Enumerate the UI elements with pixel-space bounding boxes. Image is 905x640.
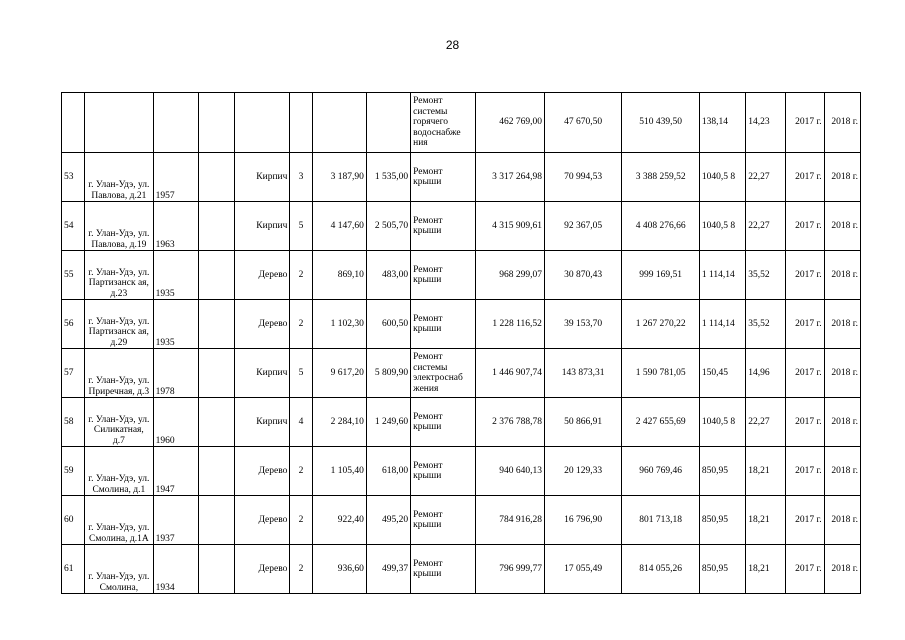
- total-area-cell: 9 617,20: [312, 349, 366, 398]
- rate-cell: 18,21: [746, 496, 786, 545]
- empty-cell: [198, 202, 234, 251]
- work-type-cell: Ремонт системы электроснаб жения: [411, 349, 475, 398]
- repair-register-table: [61, 92, 861, 594]
- year-to-cell: 2018 г.: [824, 496, 860, 545]
- year-to-cell: 2018 г.: [824, 545, 860, 594]
- owners-cost-cell: 4 408 276,66: [622, 202, 699, 251]
- fund-cost-cell: 50 866,91: [544, 398, 621, 447]
- address-cell: г. Улан-Удэ, ул. Смолина, д.1А: [85, 496, 153, 545]
- repair-cost-cell: 2 376 788,78: [475, 398, 544, 447]
- address-cell: г. Улан-Удэ, ул. Павлова, д.19: [85, 202, 153, 251]
- row-number: 55: [62, 251, 85, 300]
- table-row: [62, 93, 861, 153]
- rate-cell: 18,21: [746, 545, 786, 594]
- owners-cost-cell: 2 427 655,69: [622, 398, 699, 447]
- year-built-cell: 1957: [153, 153, 198, 202]
- repair-cost-cell: 968 299,07: [475, 251, 544, 300]
- unit-cost-cell: 850,95: [699, 545, 745, 594]
- rate-cell: 22,27: [746, 398, 786, 447]
- floors-cell: 2: [290, 300, 312, 349]
- address-cell: г. Улан-Удэ, ул. Партизанск ая, д.29: [85, 300, 153, 349]
- floors-cell: 2: [290, 251, 312, 300]
- work-type-cell: Ремонт системы горячего водоснабже ния: [411, 93, 475, 153]
- work-type-cell: Ремонт крыши: [411, 447, 475, 496]
- work-type-cell: Ремонт крыши: [411, 545, 475, 594]
- year-from-cell: 2017 г.: [786, 545, 824, 594]
- floors-cell: [290, 93, 312, 153]
- repair-cost-cell: 462 769,00: [475, 93, 544, 153]
- table-row: [62, 300, 861, 349]
- empty-cell: [198, 447, 234, 496]
- year-from-cell: 2017 г.: [786, 496, 824, 545]
- empty-cell: [198, 496, 234, 545]
- row-number: [62, 93, 85, 153]
- unit-cost-cell: 850,95: [699, 496, 745, 545]
- year-from-cell: 2017 г.: [786, 251, 824, 300]
- fund-cost-cell: 30 870,43: [544, 251, 621, 300]
- total-area-cell: 1 102,30: [312, 300, 366, 349]
- year-to-cell: 2018 г.: [824, 349, 860, 398]
- row-number: 59: [62, 447, 85, 496]
- wall-material-cell: Дерево: [235, 447, 290, 496]
- repair-cost-cell: 1 446 907,74: [475, 349, 544, 398]
- row-number: 53: [62, 153, 85, 202]
- year-built-cell: 1960: [153, 398, 198, 447]
- table-row: [62, 496, 861, 545]
- fund-cost-cell: 92 367,05: [544, 202, 621, 251]
- wall-material-cell: Дерево: [235, 251, 290, 300]
- residential-area-cell: 499,37: [366, 545, 410, 594]
- address-cell: [85, 93, 153, 153]
- year-from-cell: 2017 г.: [786, 300, 824, 349]
- floors-cell: 4: [290, 398, 312, 447]
- residential-area-cell: 2 505,70: [366, 202, 410, 251]
- unit-cost-cell: 1040,5 8: [699, 202, 745, 251]
- unit-cost-cell: 850,95: [699, 447, 745, 496]
- repair-cost-cell: 4 315 909,61: [475, 202, 544, 251]
- repair-cost-cell: 796 999,77: [475, 545, 544, 594]
- year-to-cell: 2018 г.: [824, 153, 860, 202]
- fund-cost-cell: 39 153,70: [544, 300, 621, 349]
- owners-cost-cell: 960 769,46: [622, 447, 699, 496]
- year-to-cell: 2018 г.: [824, 447, 860, 496]
- empty-cell: [198, 251, 234, 300]
- wall-material-cell: [235, 93, 290, 153]
- owners-cost-cell: 814 055,26: [622, 545, 699, 594]
- fund-cost-cell: 47 670,50: [544, 93, 621, 153]
- row-number: 54: [62, 202, 85, 251]
- unit-cost-cell: 1 114,14: [699, 300, 745, 349]
- owners-cost-cell: 510 439,50: [622, 93, 699, 153]
- year-from-cell: 2017 г.: [786, 398, 824, 447]
- wall-material-cell: Кирпич: [235, 398, 290, 447]
- total-area-cell: [312, 93, 366, 153]
- row-number: 60: [62, 496, 85, 545]
- owners-cost-cell: 999 169,51: [622, 251, 699, 300]
- table-row: [62, 545, 861, 594]
- table-row: [62, 251, 861, 300]
- empty-cell: [198, 153, 234, 202]
- floors-cell: 5: [290, 349, 312, 398]
- total-area-cell: 936,60: [312, 545, 366, 594]
- empty-cell: [198, 398, 234, 447]
- work-type-cell: Ремонт крыши: [411, 398, 475, 447]
- year-built-cell: 1934: [153, 545, 198, 594]
- repair-cost-cell: 1 228 116,52: [475, 300, 544, 349]
- address-cell: г. Улан-Удэ, ул. Смолина, д.1: [85, 447, 153, 496]
- total-area-cell: 869,10: [312, 251, 366, 300]
- fund-cost-cell: 17 055,49: [544, 545, 621, 594]
- floors-cell: 2: [290, 545, 312, 594]
- rate-cell: 35,52: [746, 300, 786, 349]
- floors-cell: 2: [290, 496, 312, 545]
- year-built-cell: [153, 93, 198, 153]
- year-to-cell: 2018 г.: [824, 202, 860, 251]
- rate-cell: 14,96: [746, 349, 786, 398]
- owners-cost-cell: 3 388 259,52: [622, 153, 699, 202]
- address-cell: г. Улан-Удэ, ул. Павлова, д.21: [85, 153, 153, 202]
- year-built-cell: 1935: [153, 300, 198, 349]
- fund-cost-cell: 20 129,33: [544, 447, 621, 496]
- residential-area-cell: [366, 93, 410, 153]
- work-type-cell: Ремонт крыши: [411, 202, 475, 251]
- address-cell: г. Улан-Удэ, ул. Смолина,: [85, 545, 153, 594]
- table-row: [62, 153, 861, 202]
- year-built-cell: 1935: [153, 251, 198, 300]
- work-type-cell: Ремонт крыши: [411, 251, 475, 300]
- year-built-cell: 1963: [153, 202, 198, 251]
- row-number: 58: [62, 398, 85, 447]
- rate-cell: 18,21: [746, 447, 786, 496]
- empty-cell: [198, 300, 234, 349]
- year-to-cell: 2018 г.: [824, 398, 860, 447]
- year-built-cell: 1937: [153, 496, 198, 545]
- table-body: [62, 93, 861, 594]
- unit-cost-cell: 1040,5 8: [699, 153, 745, 202]
- repair-cost-cell: 784 916,28: [475, 496, 544, 545]
- year-built-cell: 1947: [153, 447, 198, 496]
- wall-material-cell: Кирпич: [235, 349, 290, 398]
- rate-cell: 22,27: [746, 202, 786, 251]
- owners-cost-cell: 1 267 270,22: [622, 300, 699, 349]
- year-to-cell: 2018 г.: [824, 300, 860, 349]
- unit-cost-cell: 150,45: [699, 349, 745, 398]
- year-from-cell: 2017 г.: [786, 349, 824, 398]
- floors-cell: 5: [290, 202, 312, 251]
- empty-cell: [198, 545, 234, 594]
- table-row: [62, 398, 861, 447]
- empty-cell: [198, 93, 234, 153]
- rate-cell: 14,23: [746, 93, 786, 153]
- year-from-cell: 2017 г.: [786, 202, 824, 251]
- wall-material-cell: Дерево: [235, 545, 290, 594]
- year-built-cell: 1978: [153, 349, 198, 398]
- empty-cell: [198, 349, 234, 398]
- total-area-cell: 1 105,40: [312, 447, 366, 496]
- work-type-cell: Ремонт крыши: [411, 496, 475, 545]
- wall-material-cell: Кирпич: [235, 202, 290, 251]
- residential-area-cell: 495,20: [366, 496, 410, 545]
- owners-cost-cell: 1 590 781,05: [622, 349, 699, 398]
- residential-area-cell: 483,00: [366, 251, 410, 300]
- rate-cell: 35,52: [746, 251, 786, 300]
- floors-cell: 2: [290, 447, 312, 496]
- address-cell: г. Улан-Удэ, ул. Приречная, д.3: [85, 349, 153, 398]
- table-row: [62, 349, 861, 398]
- floors-cell: 3: [290, 153, 312, 202]
- wall-material-cell: Дерево: [235, 300, 290, 349]
- total-area-cell: 922,40: [312, 496, 366, 545]
- year-from-cell: 2017 г.: [786, 93, 824, 153]
- total-area-cell: 2 284,10: [312, 398, 366, 447]
- table-row: [62, 447, 861, 496]
- unit-cost-cell: 1 114,14: [699, 251, 745, 300]
- total-area-cell: 3 187,90: [312, 153, 366, 202]
- unit-cost-cell: 138,14: [699, 93, 745, 153]
- fund-cost-cell: 70 994,53: [544, 153, 621, 202]
- fund-cost-cell: 143 873,31: [544, 349, 621, 398]
- year-from-cell: 2017 г.: [786, 447, 824, 496]
- residential-area-cell: 618,00: [366, 447, 410, 496]
- fund-cost-cell: 16 796,90: [544, 496, 621, 545]
- residential-area-cell: 600,50: [366, 300, 410, 349]
- year-from-cell: 2017 г.: [786, 153, 824, 202]
- row-number: 61: [62, 545, 85, 594]
- year-to-cell: 2018 г.: [824, 93, 860, 153]
- row-number: 56: [62, 300, 85, 349]
- page-number: 28: [445, 38, 460, 52]
- unit-cost-cell: 1040,5 8: [699, 398, 745, 447]
- residential-area-cell: 1 249,60: [366, 398, 410, 447]
- year-to-cell: 2018 г.: [824, 251, 860, 300]
- row-number: 57: [62, 349, 85, 398]
- work-type-cell: Ремонт крыши: [411, 153, 475, 202]
- residential-area-cell: 1 535,00: [366, 153, 410, 202]
- owners-cost-cell: 801 713,18: [622, 496, 699, 545]
- work-type-cell: Ремонт крыши: [411, 300, 475, 349]
- table-row: [62, 202, 861, 251]
- repair-cost-cell: 940 640,13: [475, 447, 544, 496]
- repair-cost-cell: 3 317 264,98: [475, 153, 544, 202]
- address-cell: г. Улан-Удэ, ул. Силикатная, д.7: [85, 398, 153, 447]
- wall-material-cell: Дерево: [235, 496, 290, 545]
- address-cell: г. Улан-Удэ, ул. Партизанск ая, д.23: [85, 251, 153, 300]
- total-area-cell: 4 147,60: [312, 202, 366, 251]
- rate-cell: 22,27: [746, 153, 786, 202]
- wall-material-cell: Кирпич: [235, 153, 290, 202]
- residential-area-cell: 5 809,90: [366, 349, 410, 398]
